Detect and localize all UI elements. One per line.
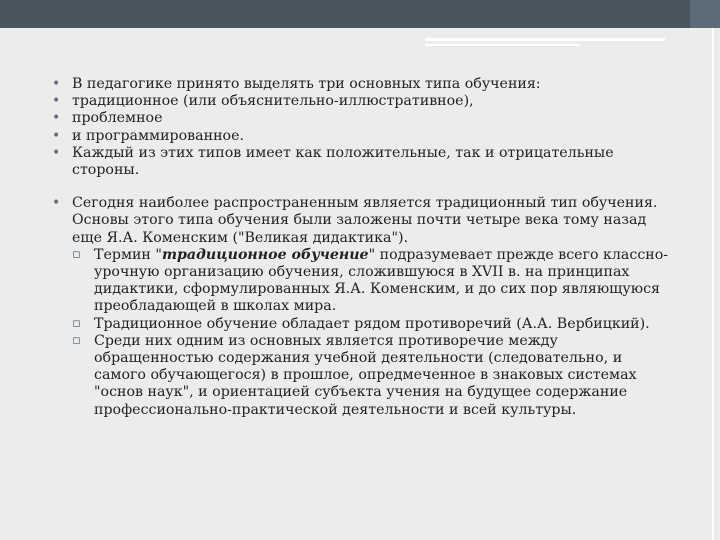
top-bar-accent	[690, 0, 720, 28]
bullet-item: • проблемное	[52, 110, 672, 127]
sub-bullet-item: ▫ Традиционное обучение обладает рядом противоречий (А.А. Вербицкий).	[72, 316, 672, 333]
sub-bullet-text: " подразумевает прежде всего классно-урочную организацию обучения, сложившуюся в XVII в. на принципах дидактики, сформулированных Я.А. Коменским, и до сих пор являющуюся преобладающей в школах мира.	[94, 246, 669, 315]
slide-content	[52, 76, 672, 419]
bullet-item: • В педагогике принято выделять три основных типа обучения:	[52, 76, 672, 93]
bullet-item-main	[52, 195, 672, 419]
bullet-list-types	[52, 76, 672, 179]
bullet-item: • Каждый из этих типов имеет как положительные, так и отрицательные стороны.	[52, 145, 672, 179]
sub-bullet-text: Термин "	[94, 246, 162, 263]
sub-bullet-item: ▫ Среди них одним из основных является противоречие между обращенностью содержания учебной деятельности (следовательно, и самого обучающегося) в прошлое, опредмеченное в знаковых системах "основ наук", и ориентацией субъекта учения на будущее содержание профессионально-практической деятельности и всей культуры.	[72, 333, 672, 419]
bullet-item: • и программированное.	[52, 128, 672, 145]
decorative-vertical-line	[712, 28, 714, 540]
sub-bullet-list	[72, 247, 672, 419]
decorative-rule-short	[425, 44, 580, 46]
bullet-list-traditional	[52, 195, 672, 419]
emphasis-term: традиционное обучение	[161, 246, 369, 263]
bullet-main-text: Сегодня наиболее распространенным является традиционный тип обучения. Основы этого типа обучения были заложены почти четыре века тому назад еще Я.А. Коменским ("Великая дидактика").	[72, 195, 658, 246]
sub-bullet-item	[72, 247, 672, 316]
decorative-rule	[425, 38, 665, 41]
top-bar	[0, 0, 720, 28]
bullet-item: • традиционное (или объяснительно-иллюстративное),	[52, 93, 672, 110]
